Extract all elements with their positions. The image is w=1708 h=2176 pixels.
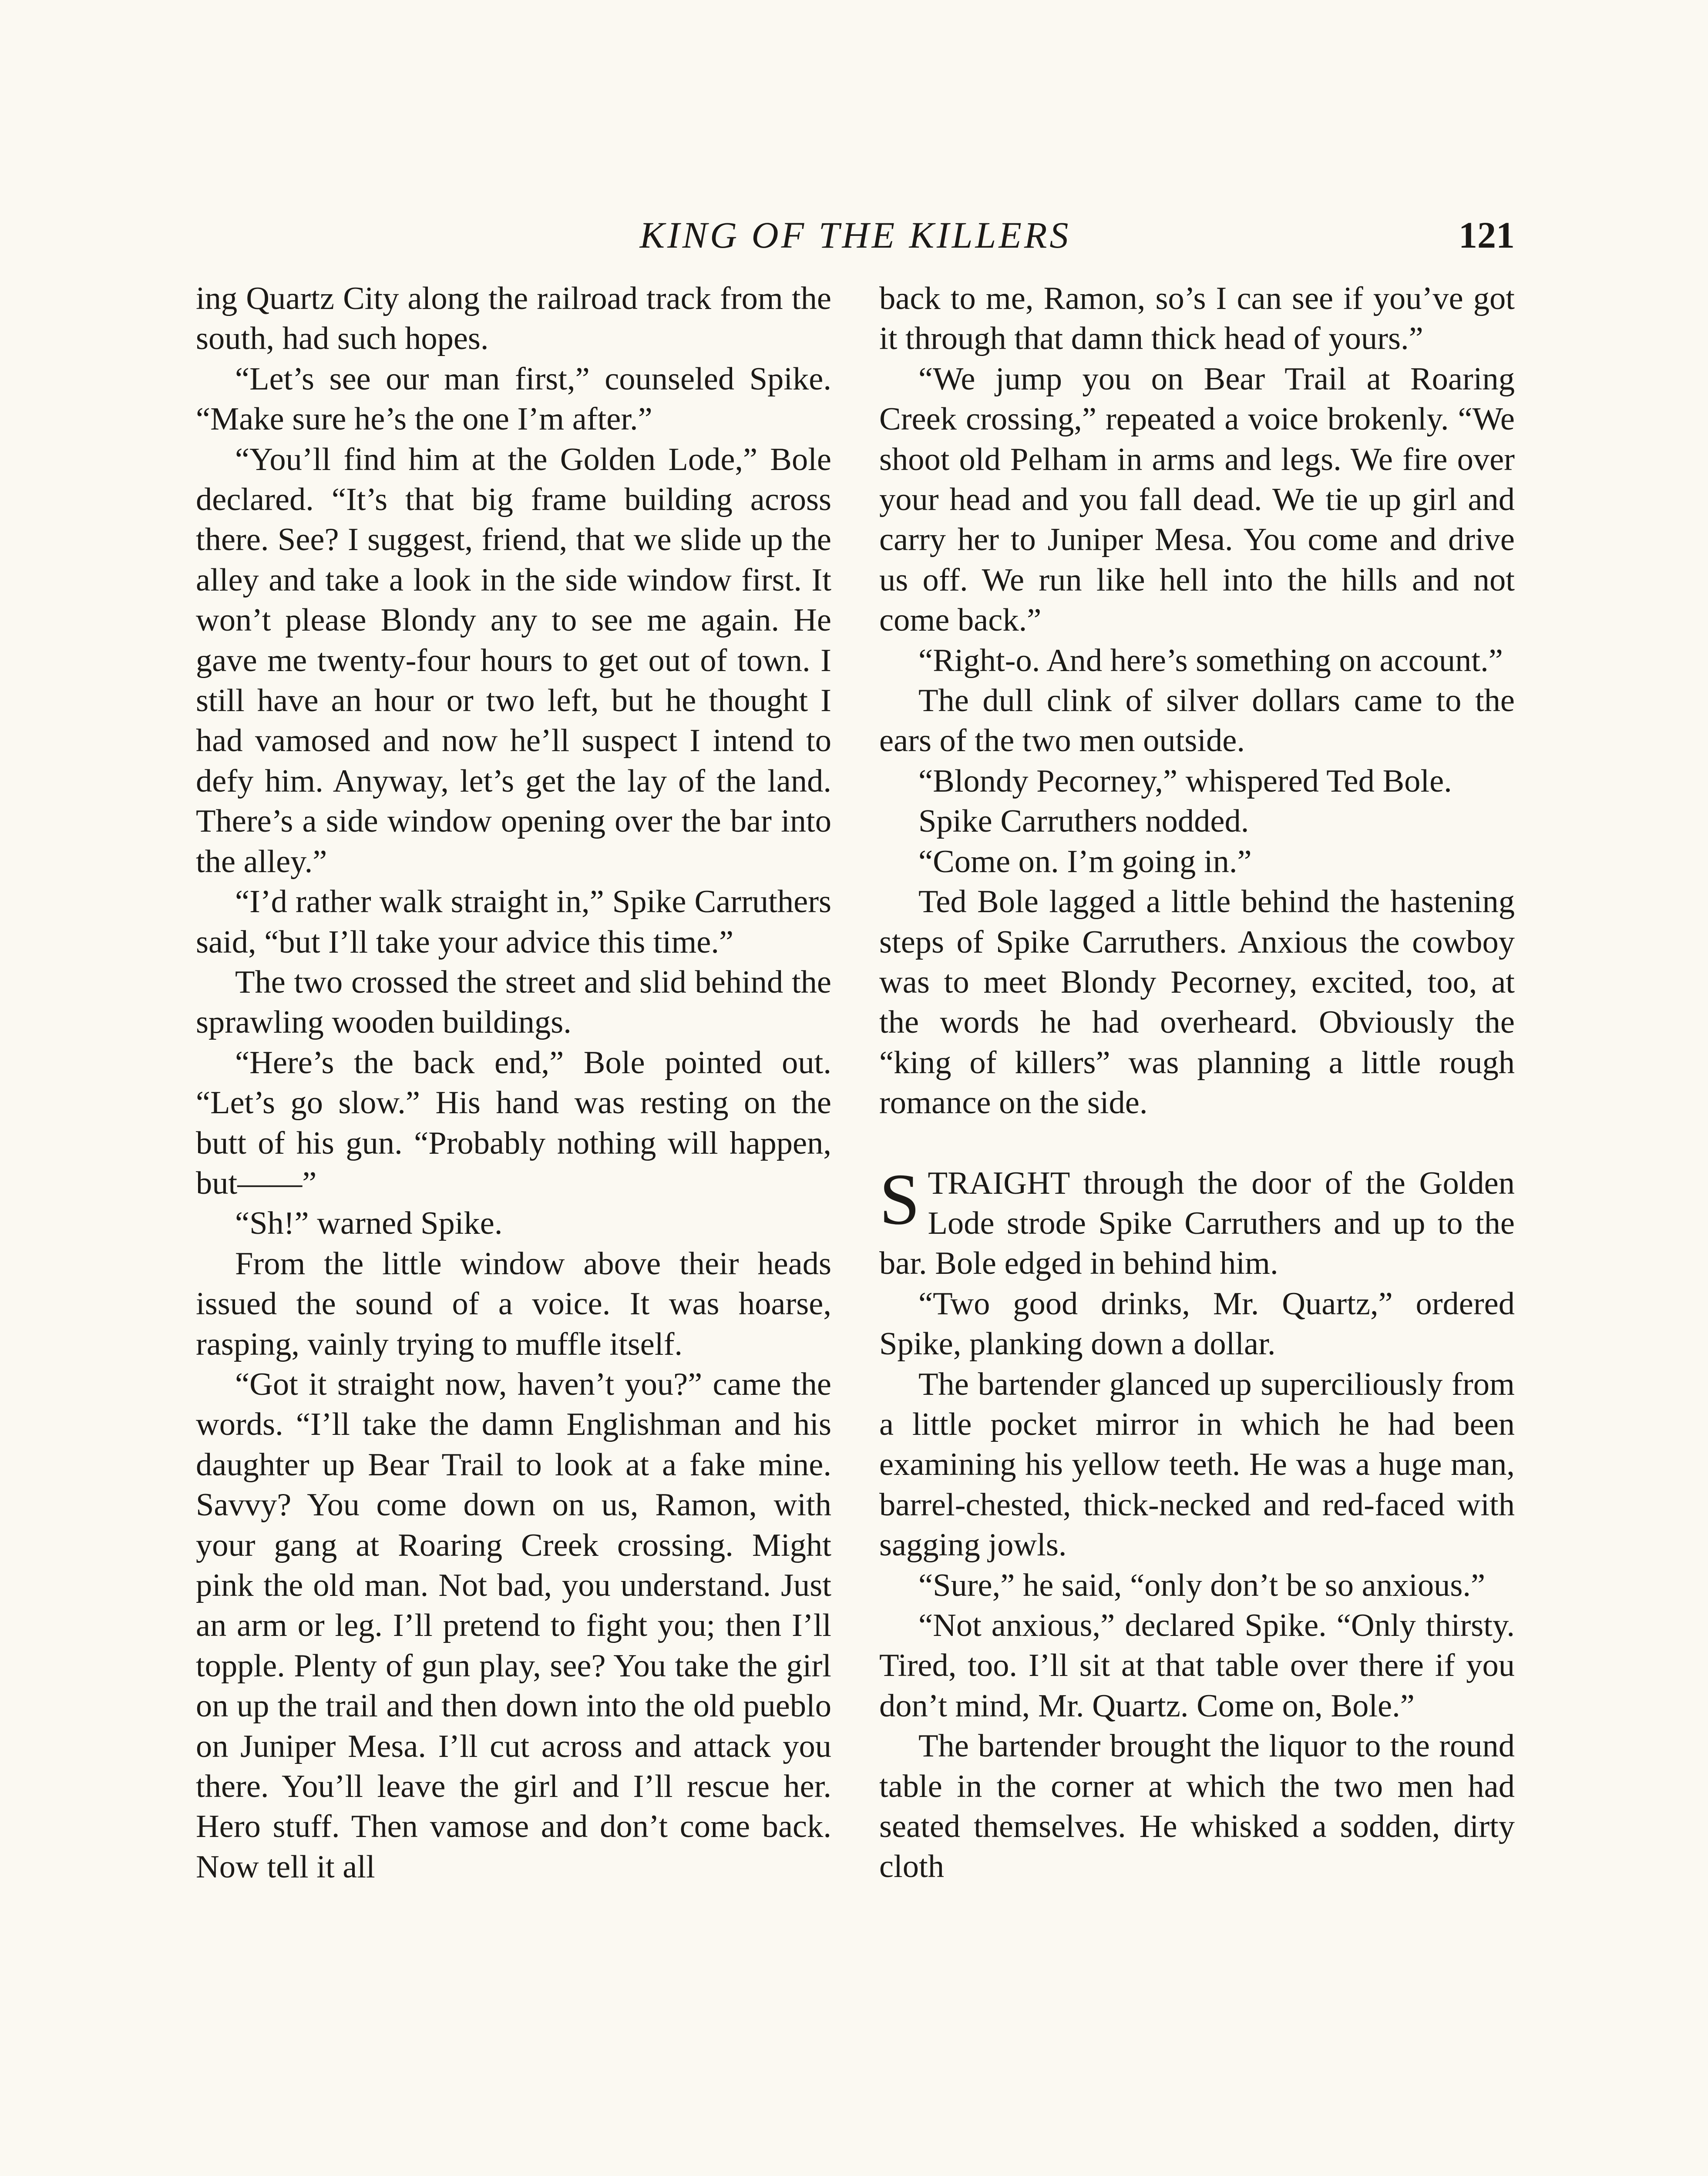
drop-cap: S xyxy=(879,1159,920,1240)
paragraph: From the little window above their heads issued the sound of a voice. It was hoarse, rasping, vainly trying to muffle itself. xyxy=(196,1246,831,1362)
section-opening-paragraph xyxy=(879,1159,1515,1284)
paragraph: “Two good drinks, Mr. Quartz,” ordered Spike, planking down a dollar. xyxy=(879,1286,1515,1362)
section-break xyxy=(879,1123,1515,1163)
paragraph: Spike Carruthers nodded. xyxy=(918,803,1249,840)
right-column xyxy=(879,279,1515,1887)
paragraph: “Let’s see our man first,” counseled Spike. “Make sure he’s the one I’m after.” xyxy=(196,361,831,437)
paragraph: “I’d rather walk straight in,” Spike Carruthers said, “but I’ll take your advice this time.” xyxy=(196,884,831,960)
paragraph: “Right-o. And here’s something on account.” xyxy=(918,642,1503,678)
paragraph: The bartender brought the liquor to the round table in the corner at which the two men had seated themselves. He whisked a sodden, dirty cloth xyxy=(879,1728,1515,1885)
paragraph: “We jump you on Bear Trail at Roaring Creek crossing,” repeated a voice brokenly. “We shoot old Pelham in arms and legs. We fire over your head and you fall dead. We tie up girl and carry her to Juniper Mesa. You come and drive us off. We run like hell into the hills and not come back.” xyxy=(879,361,1515,638)
paragraph: The two crossed the street and slid behind the sprawling wooden buildings. xyxy=(196,964,831,1041)
paragraph: “Here’s the back end,” Bole pointed out. “Let’s go slow.” His hand was resting on the butt of his gun. “Probably nothing will happen, but——” xyxy=(196,1044,831,1201)
running-head xyxy=(196,209,1515,261)
paragraph: Ted Bole lagged a little behind the hastening steps of Spike Carruthers. Anxious the cowboy was to meet Blondy Pecorney, excited, too, at the words he had overheard. Obviously the “king of killers” was planning a little rough romance on the side. xyxy=(879,884,1515,1121)
paragraph: “You’ll find him at the Golden Lode,” Bole declared. “It’s that big frame building across there. See? I suggest, friend, that we slide up the alley and take a look in the side window first. It won’t please Blondy any to see me again. He gave me twenty-four hours to get out of town. I still have an hour or two left, but he thought I had vamosed and now he’ll suspect I intend to defy him. Anyway, let’s get the lay of the land. There’s a side window opening over the bar into the alley.” xyxy=(196,441,831,880)
opening-text: TRAIGHT through the door of the Golden Lode strode Spike Carruthers and up to the bar. Bole edged in behind him. xyxy=(879,1165,1515,1282)
paragraph: back to me, Ramon, so’s I can see if you’ve got it through that damn thick head of yours.” xyxy=(879,281,1515,357)
paragraph: “Sh!” warned Spike. xyxy=(235,1206,503,1242)
page-number: 121 xyxy=(1459,214,1515,256)
running-title: KING OF THE KILLERS xyxy=(639,214,1071,256)
paragraph: ing Quartz City along the railroad track from the south, had such hopes. xyxy=(196,281,831,357)
paragraph: “Got it straight now, haven’t you?” came the words. “I’ll take the damn Englishman and his daughter up Bear Trail to look at a fake mine. Savvy? You come down on us, Ramon, with your gang at Roaring Creek crossing. Might pink the old man. Not bad, you understand. Just an arm or leg. I’ll pretend to fight you; then I’ll topple. Plenty of gun play, see? You take the girl on up the trail and then down into the old pueblo on Juniper Mesa. I’ll cut across and attack you there. You’ll leave the girl and I’ll rescue her. Hero stuff. Then vamose and don’t come back. Now tell it all xyxy=(196,1366,831,1885)
paragraph: “Not anxious,” declared Spike. “Only thirsty. Tired, too. I’ll sit at that table over there if you don’t mind, Mr. Quartz. Come on, Bole.” xyxy=(879,1608,1515,1724)
paragraph: “Sure,” he said, “only don’t be so anxious.” xyxy=(918,1567,1486,1603)
paragraph: The bartender glanced up superciliously from a little pocket mirror in which he had been examining his yellow teeth. He was a huge man, barrel-chested, thick-necked and red-faced with sagging jowls. xyxy=(879,1366,1515,1563)
paragraph: “Come on. I’m going in.” xyxy=(918,843,1252,880)
paragraph: The dull clink of silver dollars came to the ears of the two men outside. xyxy=(879,683,1515,759)
paragraph: “Blondy Pecorney,” whispered Ted Bole. xyxy=(918,763,1452,799)
left-column xyxy=(196,279,831,1887)
